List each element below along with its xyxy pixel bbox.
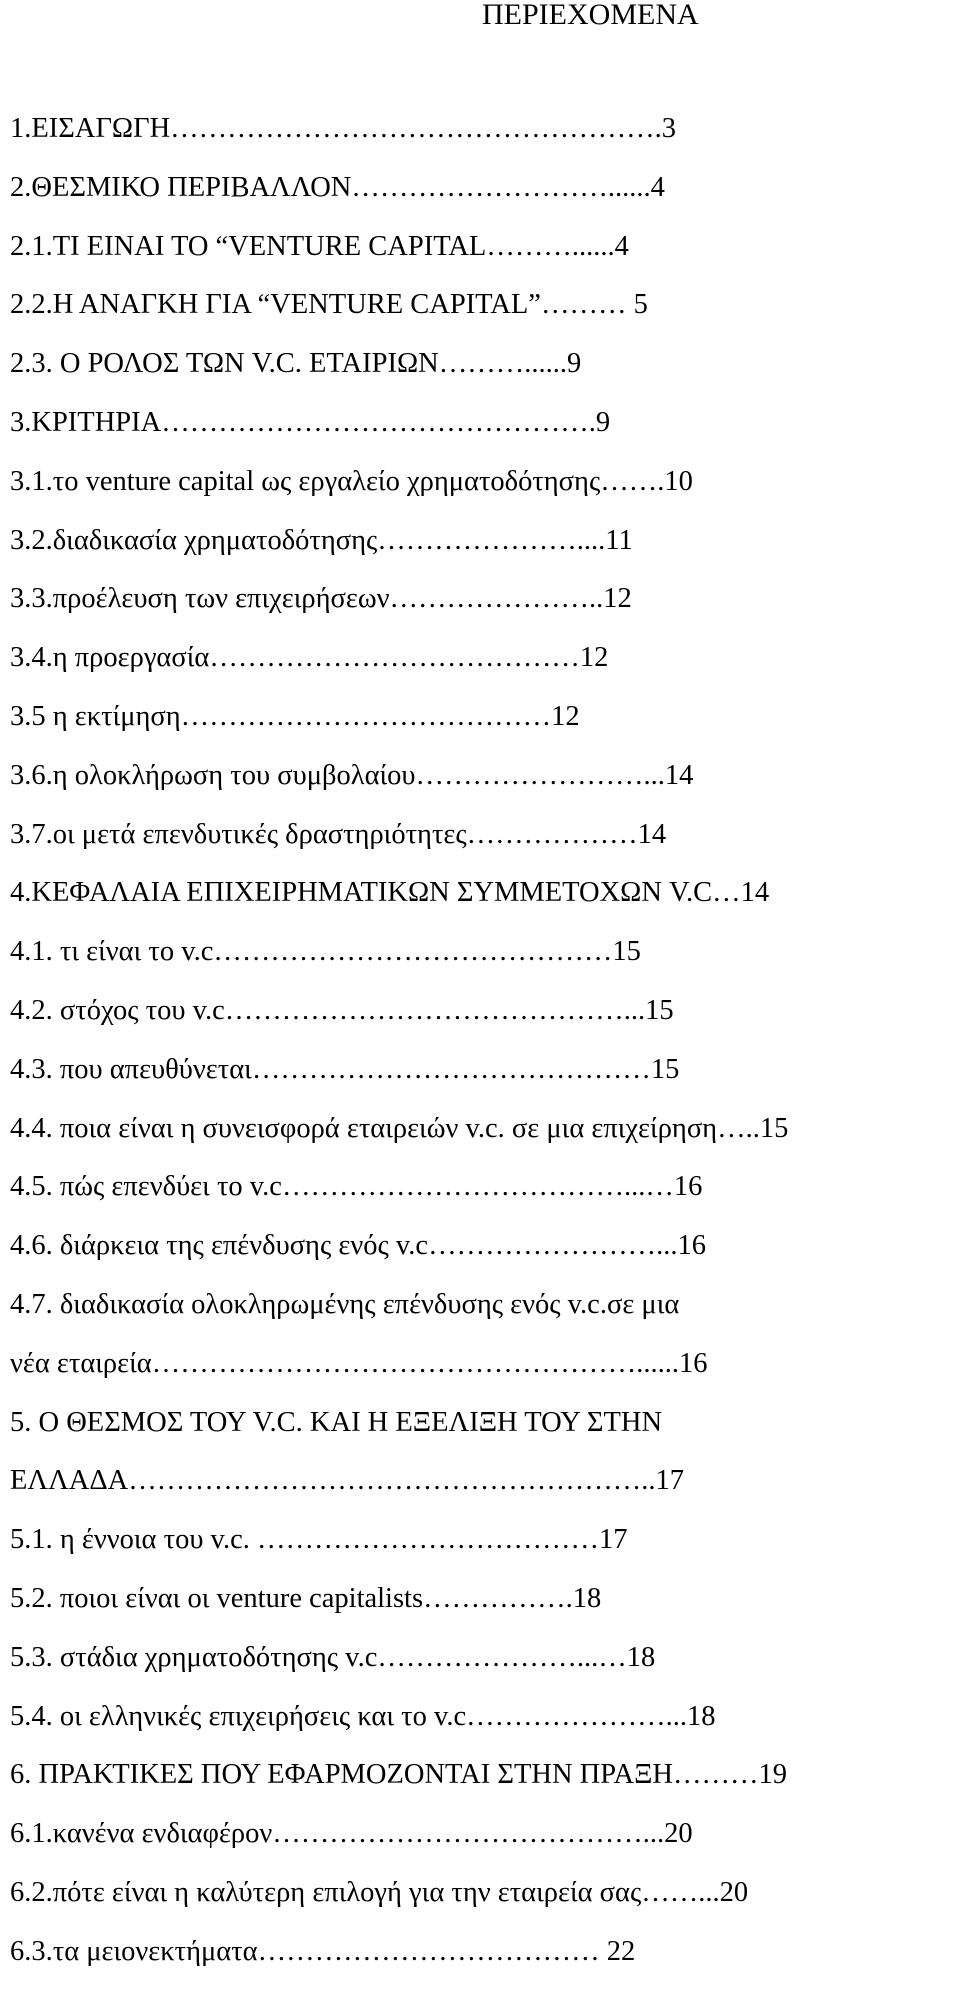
toc-entry: 1.ΕΙΣΑΓΩΓΗ…………………………………………….3 <box>10 113 677 144</box>
toc-entry: 2.1.ΤΙ ΕΙΝΑΙ ΤΟ “VENTURE CAPITAL………......4 <box>10 230 629 262</box>
toc-entry: ΕΛΛΑΔΑ………………………………………………..17 <box>10 1465 684 1497</box>
toc-entry: 4.2. στόχος του v.c……………………………………...15 <box>10 994 674 1026</box>
toc-entry: 4.4. ποια είναι η συνεισφορά εταιρειών v.c. σε μια επιχείρηση…..15 <box>10 1112 789 1144</box>
toc-entry: 4.1. τι είναι το v.c……………………………………15 <box>10 936 641 968</box>
toc-entry: 3.6.η ολοκλήρωση του συμβολαίου……………………...14 <box>10 759 694 791</box>
toc-entry: 3.3.προέλευση των επιχειρήσεων…………………..12 <box>10 583 632 615</box>
toc-entry: 6.2.πότε είναι η καλύτερη επιλογή για την εταιρεία σας……...20 <box>10 1876 749 1908</box>
toc-entry: 6.3.τα μειονεκτήματα……………………………… 22 <box>10 1935 636 1967</box>
toc-entry: 2.3. Ο ΡΟΛΟΣ ΤΩΝ V.C. ΕΤΑΙΡΙΩΝ………......9 <box>10 348 582 380</box>
toc-entry: 2.2.Η ΑΝΑΓΚΗ ΓΙΑ “VENTURE CAPITAL”……… 5 <box>10 289 648 321</box>
toc-entry: 5.3. στάδια χρηματοδότησης v.c…………………...…18 <box>10 1641 656 1673</box>
toc-entry: 5.4. οι ελληνικές επιχειρήσεις και το v.c…………………...18 <box>10 1700 716 1732</box>
toc-entry: 5. Ο ΘΕΣΜΟΣ ΤΟΥ V.C. ΚΑΙ Η ΕΞΕΛΙΞΗ ΤΟΥ ΣΤΗΝ <box>10 1406 663 1438</box>
toc-entry: 5.1. η έννοια του v.c. ………………………………17 <box>10 1524 628 1556</box>
toc-entry: 2.ΘΕΣΜΙΚΟ ΠΕΡΙΒΑΛΛΟΝ………………………......4 <box>10 171 665 203</box>
toc-entry: 4.3. που απευθύνεται……………………………………15 <box>10 1053 680 1085</box>
toc-entry: 4.5. πώς επενδύει το v.c………………………………...…16 <box>10 1171 703 1203</box>
page-title: ΠΕΡΙΕΧΟΜΕΝΑ <box>482 0 699 31</box>
toc-entry: 4.6. διάρκεια της επένδυσης ενός v.c……………………...16 <box>10 1230 706 1262</box>
toc-entry: 3.1.το venture capital ως εργαλείο χρηματοδότησης…….10 <box>10 465 693 497</box>
toc-entry: 5.2. ποιοι είναι οι venture capitalists…………….18 <box>10 1582 602 1614</box>
toc-entry: 3.4.η προεργασία…………………………………12 <box>10 642 609 674</box>
toc-entry: 3.7.οι μετά επενδυτικές δραστηριότητες………………14 <box>10 818 667 850</box>
toc-entry: νέα εταιρεία……………………………………………......16 <box>10 1347 708 1379</box>
toc-entry: 3.5 η εκτίμηση…………………………………12 <box>10 700 580 732</box>
toc-entry: 6. ΠΡΑΚΤΙΚΕΣ ΠΟΥ ΕΦΑΡΜΟΖΟΝΤΑΙ ΣΤΗΝ ΠΡΑΞΗ………19 <box>10 1759 788 1791</box>
toc-entry: 3.ΚΡΙΤΗΡΙΑ……………………………………….9 <box>10 406 611 438</box>
toc-entry: 3.2.διαδικασία χρηματοδότησης…………………....11 <box>10 524 633 556</box>
toc-entry: 4.7. διαδικασία ολοκληρωμένης επένδυσης ενός v.c.σε μια <box>10 1288 680 1320</box>
toc-entry: 6.1.κανένα ενδιαφέρον…………………………………...20 <box>10 1818 693 1850</box>
toc-entry: 4.ΚΕΦΑΛΑΙΑ ΕΠΙΧΕΙΡΗΜΑΤΙΚΩΝ ΣΥΜΜΕΤΟΧΩΝ V.C…14 <box>10 877 770 909</box>
table-of-contents <box>10 109 940 1991</box>
